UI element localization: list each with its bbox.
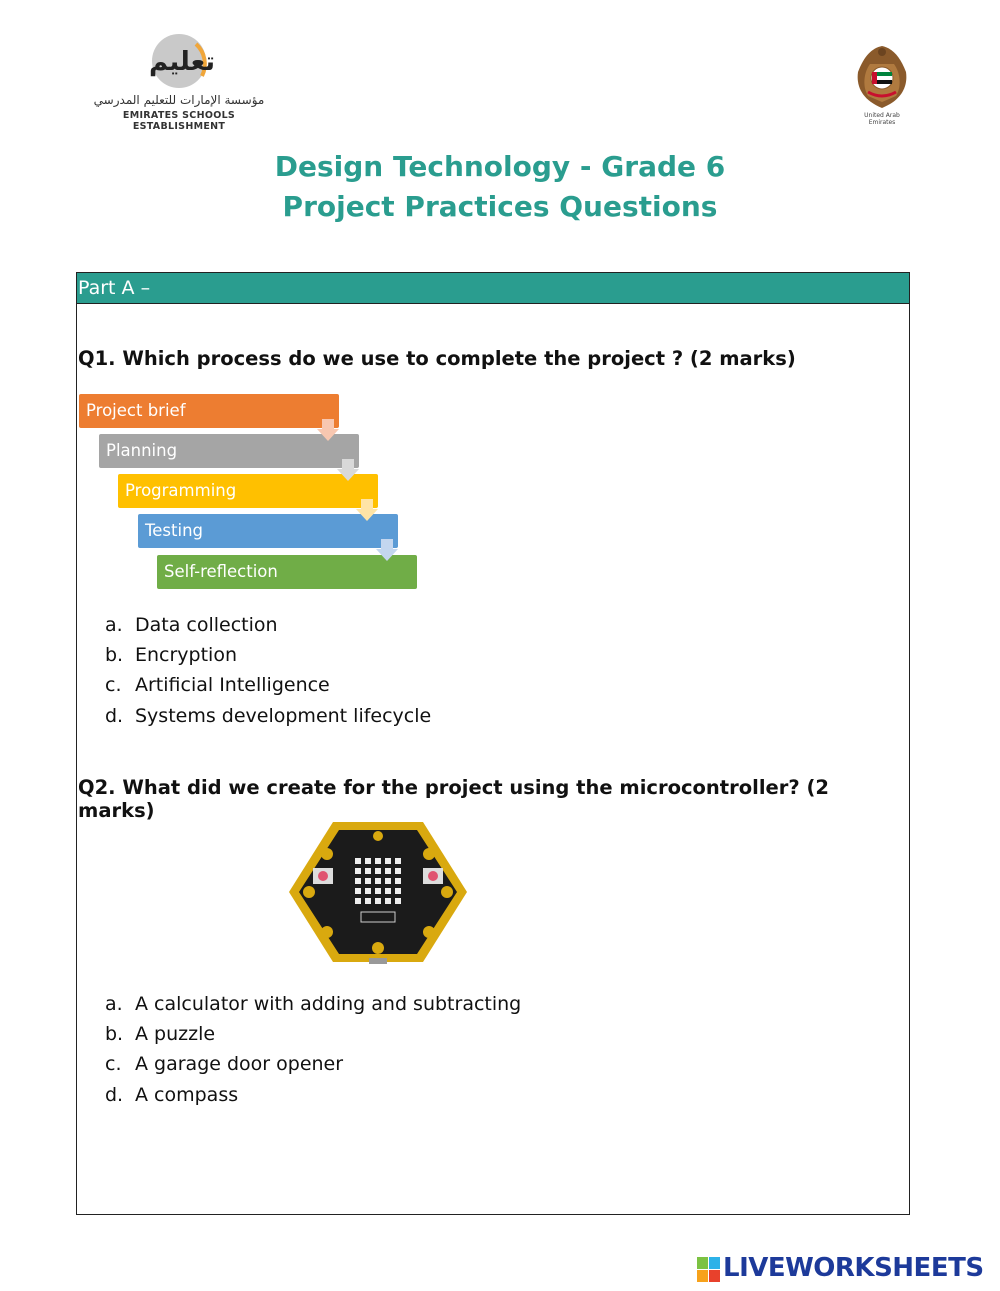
svg-text:تعليم: تعليم [148, 47, 216, 77]
step-testing: Testing [138, 514, 398, 548]
step-planning: Planning [99, 434, 359, 468]
q2-options [105, 989, 521, 1110]
arrow-down-icon [356, 499, 378, 521]
uae-emblem [850, 42, 914, 124]
uae-caption: United Arab Emirates [864, 112, 900, 126]
q2-option-d[interactable]: d. A compass [105, 1083, 239, 1106]
q1-option-a[interactable]: a. Data collection [105, 614, 278, 636]
step-project-brief: Project brief [79, 394, 339, 428]
liveworksheets-brand [697, 1253, 997, 1287]
liveworksheets-wordmark: LIVEWORKSHEETS [723, 1253, 984, 1283]
page-title: Design Technology - Grade 6 [274, 150, 726, 183]
flow-arrows [77, 391, 437, 591]
liveworksheets-logo-icon [697, 1257, 721, 1283]
process-diagram [77, 391, 437, 591]
part-header [77, 273, 909, 304]
q1-options [105, 610, 431, 731]
emirates-schools-logo [84, 30, 284, 132]
step-programming: Programming [118, 474, 378, 508]
q2-option-b[interactable]: b. A puzzle [105, 1023, 216, 1046]
q2-option-a[interactable]: a. A calculator with adding and subtracting [105, 993, 522, 1015]
question-1: Q1. Which process do we use to complete the project ? (2 marks) [78, 347, 796, 370]
logo-arabic-name: مؤسسة الإمارات للتعليم المدرسي [93, 93, 265, 107]
microcontroller-board-icon [285, 818, 471, 968]
q1-option-b[interactable]: b. Encryption [105, 644, 238, 667]
uae-emblem-icon [850, 42, 914, 112]
arrow-down-icon [317, 419, 339, 441]
step-self-reflection: Self-reflection [157, 555, 417, 589]
arrow-down-icon [376, 539, 398, 561]
q1-option-c[interactable]: c. Artificial Intelligence [105, 674, 330, 697]
q1-option-d[interactable]: d. Systems development lifecycle [105, 704, 432, 727]
page-subtitle: Project Practices Questions [282, 190, 718, 223]
question-section [76, 272, 910, 1215]
logo-english-name: EMIRATES SCHOOLS ESTABLISHMENT [122, 110, 236, 132]
question-2: Q2. What did we create for the project using the microcontroller? (2 marks) [78, 776, 829, 822]
microcontroller-board [285, 818, 471, 968]
part-label: Part A – [78, 277, 151, 299]
q2-option-c[interactable]: c. A garage door opener [105, 1053, 344, 1076]
taleem-logo-icon [84, 30, 274, 92]
arrow-down-icon [337, 459, 359, 481]
